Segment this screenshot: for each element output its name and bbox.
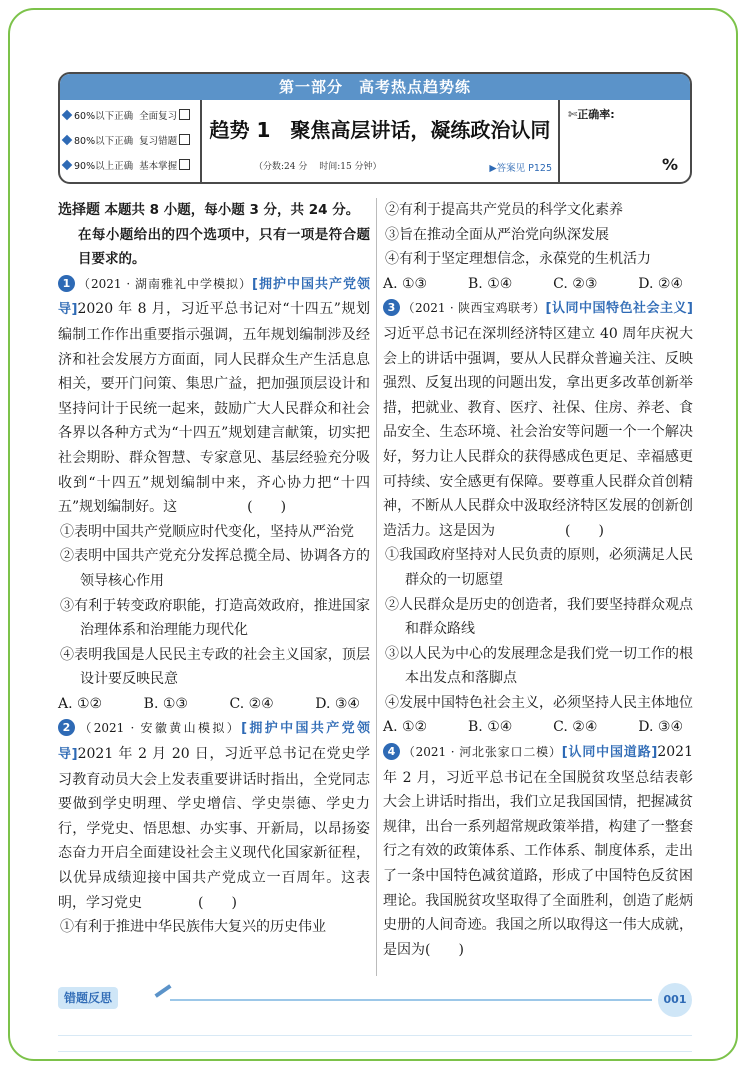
question-source: （2021 · 湖南雅礼中学模拟） xyxy=(77,276,253,291)
question-stem: 2021 年 2 月 20 日，习近平总书记在党史学习教育动员大会上发表重要讲话时指出，全党同志要做到学史明理、学史增信、学史崇德、学史力行，学党史、悟思想、办实事、开新局，以昂扬姿态奋力开启全面建设社会主义现代化国家新征程，以优异成绩迎接中国共产党成立一百周年。这表明，学习党史 ( ) xyxy=(58,746,370,911)
choice-b[interactable]: B. ①④ xyxy=(468,719,513,736)
option: ④发展中国特色社会主义，必须坚持人民主体地位 xyxy=(385,694,693,711)
option: ①表明中国共产党顺应时代变化，坚持从严治党 xyxy=(60,523,354,540)
option: ②人民群众是历史的创造者，我们要坚持群众观点和群众路线 xyxy=(385,596,693,638)
section-heading: 选择题 xyxy=(58,202,100,218)
question-stem: 2020 年 8 月，习近平总书记对“十四五”规划编制工作作出重要指示强调，五年规划编制涉及经济和社会发展方方面面，同人民群众生产生活息息相关，要开门问策、集思广益，把加强顶层设计和坚持问计于民统一起来，鼓励广大人民群众和社会各界以各种方式为“十四五”规划建言献策，切实把社会期盼、群众智慧、专家意见、基层经验充分吸收到“十四五”规划编制中来，齐心协力把“十四五”规划编制好。这 ( ) xyxy=(58,301,370,516)
note-lines[interactable] xyxy=(58,1020,692,1054)
legend-checkbox[interactable] xyxy=(179,134,190,145)
option: ①我国政府坚持对人民负责的原则，必须满足人民群众的一切愿望 xyxy=(385,547,693,588)
question-source: （2021 · 河北张家口二模） xyxy=(402,745,562,760)
choice-a[interactable]: A. ①② xyxy=(383,719,428,736)
choice-a[interactable]: A. ①③ xyxy=(383,275,428,292)
question-tag: [认同中国道路] xyxy=(561,745,658,761)
question-number: 3 xyxy=(383,299,400,316)
accuracy-legend xyxy=(60,100,202,182)
legend-action: 基本掌握 xyxy=(139,160,178,172)
option: ②表明中国共产党充分发挥总揽全局、协调各方的领导核心作用 xyxy=(60,548,370,589)
legend-rate: 80%以下正确 xyxy=(74,135,134,147)
section-title: 第一部分 高考热点趋势练 xyxy=(60,74,690,100)
answer-choices xyxy=(58,692,370,717)
legend-row xyxy=(60,154,200,175)
option: ③旨在推动全面从严治党向纵深发展 xyxy=(385,226,609,243)
question-stem: 2021 年 2 月，习近平总书记在全国脱贫攻坚总结表彰大会上讲话时指出，我们立足我国国情，把握减贫规律，出台一系列超常规政策举措，构建了一整套行之有效的政策体系、工作体系、制度体系，走出了一条中国特色减贫道路，形成了中国特色反贫困理论。我国脱贫攻坚取得了全面胜利，创造了彪炳史册的人间奇迹。我国之所以取得这一伟大成就，是因为( ) xyxy=(383,744,693,958)
choice-d[interactable]: D. ②④ xyxy=(638,275,683,292)
answer-choices xyxy=(383,715,693,740)
trend-header xyxy=(58,72,692,184)
legend-checkbox[interactable] xyxy=(179,109,190,120)
question-number: 1 xyxy=(58,275,75,292)
pencil-icon xyxy=(154,984,171,998)
trend-title-area xyxy=(202,100,560,182)
question-tag: [拥护中国共产党领导] xyxy=(58,276,370,318)
question-1 xyxy=(58,272,370,717)
question-source: （2021 · 安徽黄山模拟） xyxy=(77,721,242,736)
trend-title: 趋势 1 聚焦高层讲话，凝练政治认同 xyxy=(209,118,551,142)
accuracy-label: ✄正确率: xyxy=(568,108,615,121)
instructions-line2: 在每小题给出的四个选项中，只有一项是符合题目要求的。 xyxy=(78,226,370,268)
question-tag: [认同中国特色社会主义] xyxy=(545,301,693,317)
question-3 xyxy=(383,296,693,740)
option: ④有利于坚定理想信念，永葆党的生机活力 xyxy=(385,251,651,268)
question-number: 2 xyxy=(58,719,75,736)
question-source: （2021 · 陕西宝鸡联考） xyxy=(402,301,546,316)
answer-reference: ▶答案见 P125 xyxy=(489,163,552,174)
choice-b[interactable]: B. ①④ xyxy=(468,275,513,292)
legend-rate: 90%以上正确 xyxy=(74,160,134,172)
answer-choices xyxy=(383,272,693,297)
legend-checkbox[interactable] xyxy=(179,159,190,170)
pencil-marker-icon xyxy=(62,109,73,120)
instructions-line1: 本题共 8 小题，每小题 3 分，共 24 分。 xyxy=(104,202,360,218)
accuracy-box xyxy=(562,100,690,182)
pencil-marker-icon xyxy=(62,159,73,170)
legend-row xyxy=(60,104,200,125)
legend-row xyxy=(60,129,200,150)
question-4 xyxy=(383,740,693,962)
question-stem: 习近平总书记在深圳经济特区建立 40 周年庆祝大会上的讲话中强调，要从人民群众普遍关注、反映强烈、反复出现的问题出发，拿出更多改革创新举措，把就业、教育、医疗、社保、住房、养老、食品安全、生态环境、社会治安等问题一个一个解决好，努力让人民群众的获得感成色更足、幸福感更可持续、安全感更有保障。要尊重人民群众首创精神，不断从人民群众中汲取经济特区发展的创新创造活力。这是因为 ( ) xyxy=(383,325,693,539)
error-reflection-label: 错题反思 xyxy=(58,987,118,1009)
choice-a[interactable]: A. ①② xyxy=(58,695,103,712)
page-number: 001 xyxy=(658,983,692,1017)
footer-rule xyxy=(170,999,652,1001)
right-column xyxy=(383,198,693,962)
question-2 xyxy=(58,716,370,939)
legend-rate: 60%以下正确 xyxy=(74,110,134,122)
footer xyxy=(58,987,692,1013)
option: ③有利于转变政府职能，打造高效政府，推进国家治理体系和治理能力现代化 xyxy=(60,597,370,639)
option: ②有利于提高共产党员的科学文化素养 xyxy=(385,202,623,218)
choice-d[interactable]: D. ③④ xyxy=(315,695,360,712)
option: ③以人民为中心的发展理念是我们党一切工作的根本出发点和落脚点 xyxy=(385,645,693,687)
option: ④表明我国是人民民主专政的社会主义国家，顶层设计要反映民意 xyxy=(60,646,370,688)
question-number: 4 xyxy=(383,743,400,760)
option: ①有利于推进中华民族伟大复兴的历史伟业 xyxy=(60,919,326,936)
choice-d[interactable]: D. ③④ xyxy=(638,719,683,736)
choice-c[interactable]: C. ②④ xyxy=(553,719,598,736)
legend-action: 全面复习 xyxy=(139,110,178,122)
column-divider xyxy=(376,198,377,976)
choice-c[interactable]: C. ②④ xyxy=(229,695,274,712)
choice-c[interactable]: C. ②③ xyxy=(553,275,598,292)
question-tag: [拥护中国共产党领导] xyxy=(58,721,370,763)
choice-b[interactable]: B. ①③ xyxy=(143,695,188,712)
left-column xyxy=(58,198,370,940)
percent-sign: % xyxy=(661,155,678,174)
score-time-meta: （分数:24 分 时间:15 分钟） xyxy=(254,162,382,172)
legend-action: 复习错题 xyxy=(139,135,178,147)
pencil-marker-icon xyxy=(62,134,73,145)
